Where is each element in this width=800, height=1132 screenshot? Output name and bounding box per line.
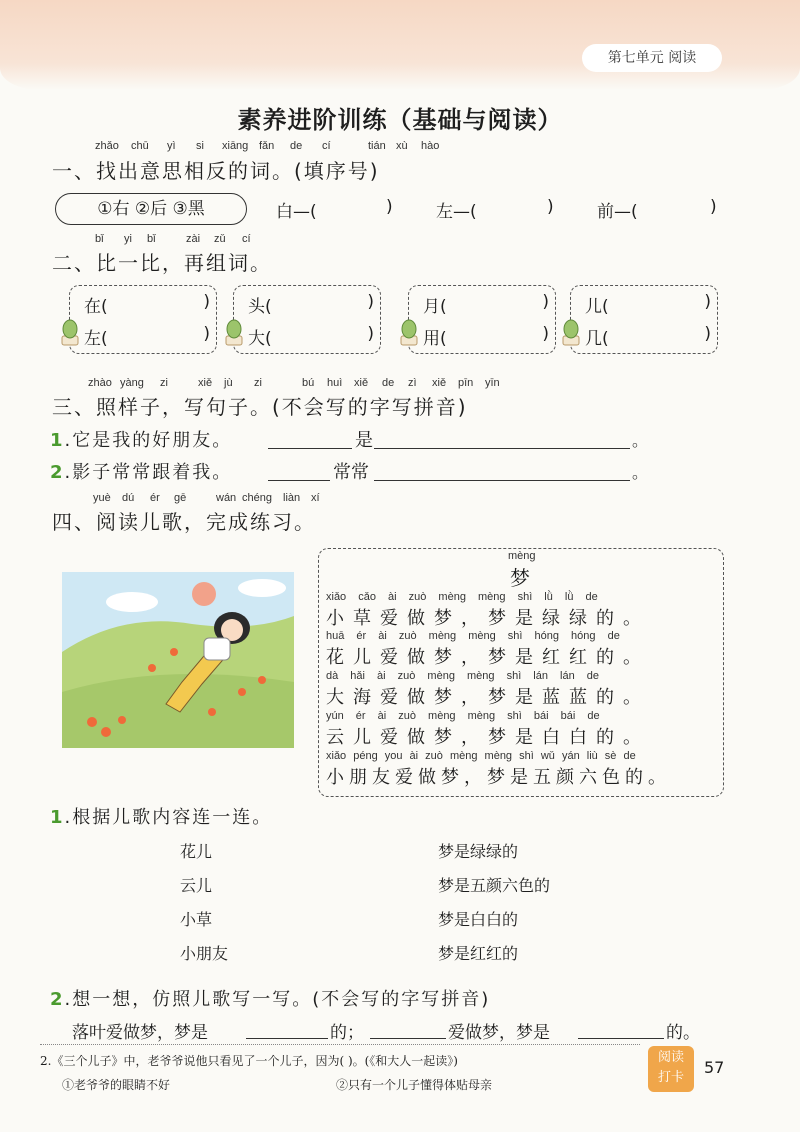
match-right-item[interactable]: 梦是五颜六色的 xyxy=(438,876,551,895)
match-right-item[interactable]: 梦是白白的 xyxy=(438,910,519,929)
char-item: 几( xyxy=(585,329,609,349)
paren-close: ) xyxy=(367,292,374,312)
compare-group-2 xyxy=(233,285,381,354)
paren-close: ) xyxy=(704,324,711,344)
pinyin: gē xyxy=(174,492,187,504)
poem-line: 小草爱做梦，梦是绿绿的。 xyxy=(326,608,650,629)
period: 。 xyxy=(632,463,649,482)
pinyin: zi xyxy=(254,377,262,389)
pinyin: xiě xyxy=(198,377,213,389)
pinyin: yì xyxy=(167,140,176,152)
pinyin: wán xyxy=(216,492,237,504)
q2-part-c: 爱做梦，梦是 xyxy=(448,1023,550,1043)
poem-pinyin: yún ér ài zuò mèng mèng shì bái bái de xyxy=(326,710,600,722)
q1-text: .根据儿歌内容连一连。 xyxy=(64,807,273,828)
pinyin: si xyxy=(196,140,204,152)
section-2-heading: 二、比一比，再组词。 xyxy=(52,251,272,275)
pinyin: chū xyxy=(131,140,149,152)
stamp-top-text: 阅读 xyxy=(657,1050,684,1065)
pinyin: zì xyxy=(408,377,417,389)
pinyin: ér xyxy=(150,492,160,504)
match-right-item[interactable]: 梦是绿绿的 xyxy=(438,842,519,861)
antonym-pair-2: 左—( xyxy=(436,202,477,222)
pinyin: xiāng xyxy=(222,140,249,152)
pinyin: yi xyxy=(124,233,132,245)
pinyin: cí xyxy=(322,140,331,152)
poem-line: 大海爱做梦，梦是蓝蓝的。 xyxy=(326,687,650,708)
pinyin: pīn xyxy=(458,377,474,389)
answer-line[interactable] xyxy=(374,448,630,449)
compare-group-3 xyxy=(408,285,556,354)
period: 。 xyxy=(632,431,649,450)
match-left-item[interactable]: 小朋友 xyxy=(180,944,229,963)
section-4-heading: 四、阅读儿歌，完成练习。 xyxy=(52,510,316,534)
q1-prompt xyxy=(50,803,272,829)
footer-option-1[interactable]: ①老爷爷的眼睛不好 xyxy=(62,1078,171,1092)
paren-close: ) xyxy=(710,197,717,217)
q2-part-b: 的； xyxy=(330,1023,364,1043)
pinyin: de xyxy=(290,140,303,152)
pinyin: chéng xyxy=(242,492,272,504)
pinyin: bǐ xyxy=(147,233,156,245)
unit-label: 第七单元 阅读 xyxy=(582,44,722,72)
reading-checkin-stamp[interactable] xyxy=(648,1046,694,1092)
char-item: 月( xyxy=(423,297,447,317)
paren-close: ) xyxy=(203,292,210,312)
example-sentence-2 xyxy=(50,458,232,484)
paren-close: ) xyxy=(386,197,393,217)
match-left-item[interactable]: 花儿 xyxy=(180,842,213,861)
answer-line[interactable] xyxy=(370,1038,446,1039)
pinyin: zhǎo xyxy=(95,140,119,152)
cactus-icon xyxy=(222,316,246,346)
answer-line[interactable] xyxy=(578,1038,664,1039)
char-item: 大( xyxy=(248,329,272,349)
pinyin: de xyxy=(382,377,395,389)
question-number: 1 xyxy=(50,807,65,828)
pinyin: yàng xyxy=(120,377,144,389)
match-right-item[interactable]: 梦是红红的 xyxy=(438,944,519,963)
pinyin: yuè xyxy=(93,492,111,504)
poem-title-pinyin: mèng xyxy=(508,550,536,562)
question-number: 1 xyxy=(50,430,65,451)
section-3-heading: 三、照样子，写句子。(不会写的字写拼音) xyxy=(52,395,468,419)
dreaming-girl-illustration xyxy=(62,572,294,748)
pinyin: hào xyxy=(421,140,440,152)
pinyin: tián xyxy=(368,140,386,152)
pinyin: xiě xyxy=(432,377,447,389)
answer-line[interactable] xyxy=(246,1038,328,1039)
paren-close: ) xyxy=(203,324,210,344)
example-sentence-1 xyxy=(50,426,232,452)
pinyin: jù xyxy=(224,377,233,389)
word-options-box: ①右 ②后 ③黑 xyxy=(55,193,247,225)
poem-pinyin: huā ér ài zuò mèng mèng shì hóng hóng de xyxy=(326,630,620,642)
section-1-heading: 一、找出意思相反的词。(填序号) xyxy=(52,159,380,183)
question-number: 2 xyxy=(50,462,65,483)
pinyin: xí xyxy=(311,492,320,504)
pinyin: xiě xyxy=(354,377,369,389)
example-text: .它是我的好朋友。 xyxy=(64,430,233,451)
paren-close: ) xyxy=(542,292,549,312)
antonym-pair-1: 白—( xyxy=(276,202,317,222)
answer-line[interactable] xyxy=(374,480,630,481)
pinyin: zǔ xyxy=(214,233,226,245)
keyword: 是 xyxy=(355,430,373,451)
poem-line: 花儿爱做梦，梦是红红的。 xyxy=(326,647,650,668)
page-title: 素养进阶训练（基础与阅读） xyxy=(237,105,563,134)
poem-title: 梦 xyxy=(510,566,530,590)
antonym-pair-3: 前—( xyxy=(597,202,638,222)
pinyin: dú xyxy=(122,492,135,504)
pinyin: bú xyxy=(302,377,315,389)
pinyin: zhào xyxy=(88,377,112,389)
paren-close: ) xyxy=(367,324,374,344)
poem-pinyin: dà hǎi ài zuò mèng mèng shì lán lán de xyxy=(326,670,600,682)
char-item: 用( xyxy=(423,329,447,349)
char-item: 左( xyxy=(84,329,108,349)
q2-part-d: 的。 xyxy=(666,1023,700,1043)
pinyin: liàn xyxy=(283,492,301,504)
pinyin: yīn xyxy=(485,377,500,389)
keyword: 常常 xyxy=(333,462,369,483)
page-number: 57 xyxy=(704,1058,725,1077)
stamp-bottom-text: 打卡 xyxy=(657,1070,684,1085)
poem-pinyin: xiǎo cǎo ài zuò mèng mèng shì lǜ lǜ de xyxy=(326,591,598,603)
match-left-item[interactable]: 云儿 xyxy=(180,876,213,895)
q2-text: .想一想，仿照儿歌写一写。(不会写的字写拼音) xyxy=(64,989,491,1010)
example-text: .影子常常跟着我。 xyxy=(64,462,233,483)
paren-close: ) xyxy=(542,324,549,344)
footer-divider xyxy=(40,1044,640,1045)
poem-line: 小朋友爱做梦，梦是五颜六色的。 xyxy=(326,767,671,788)
footer-question: 2.《三个儿子》中，老爷爷说他只看见了一个儿子，因为( )。(《和大人一起读》) xyxy=(40,1054,458,1068)
pinyin: zài xyxy=(186,233,201,245)
cactus-icon xyxy=(397,316,421,346)
pinyin: cí xyxy=(242,233,251,245)
poem-line: 云儿爱做梦，梦是白白的。 xyxy=(326,727,650,748)
pinyin: huì xyxy=(327,377,343,389)
pinyin: zi xyxy=(160,377,168,389)
paren-close: ) xyxy=(704,292,711,312)
q2-part-a: 落叶爱做梦，梦是 xyxy=(72,1023,208,1043)
q2-prompt xyxy=(50,985,490,1011)
answer-line[interactable] xyxy=(268,480,330,481)
paren-close: ) xyxy=(547,197,554,217)
match-left-item[interactable]: 小草 xyxy=(180,910,213,929)
compare-group-1 xyxy=(69,285,217,354)
char-item: 头( xyxy=(248,297,272,317)
question-number: 2 xyxy=(50,989,65,1010)
pinyin: xù xyxy=(396,140,408,152)
char-item: 儿( xyxy=(585,297,609,317)
poem-pinyin: xiǎo péng you ài zuò mèng mèng shì wǔ yán liù sè de xyxy=(326,750,636,762)
pinyin: bǐ xyxy=(95,233,104,245)
char-item: 在( xyxy=(84,297,108,317)
cactus-icon xyxy=(58,316,82,346)
pinyin: fǎn xyxy=(259,140,275,152)
cactus-icon xyxy=(559,316,583,346)
compare-group-4 xyxy=(570,285,718,354)
answer-line[interactable] xyxy=(268,448,352,449)
footer-option-2[interactable]: ②只有一个儿子懂得体贴母亲 xyxy=(336,1078,493,1092)
